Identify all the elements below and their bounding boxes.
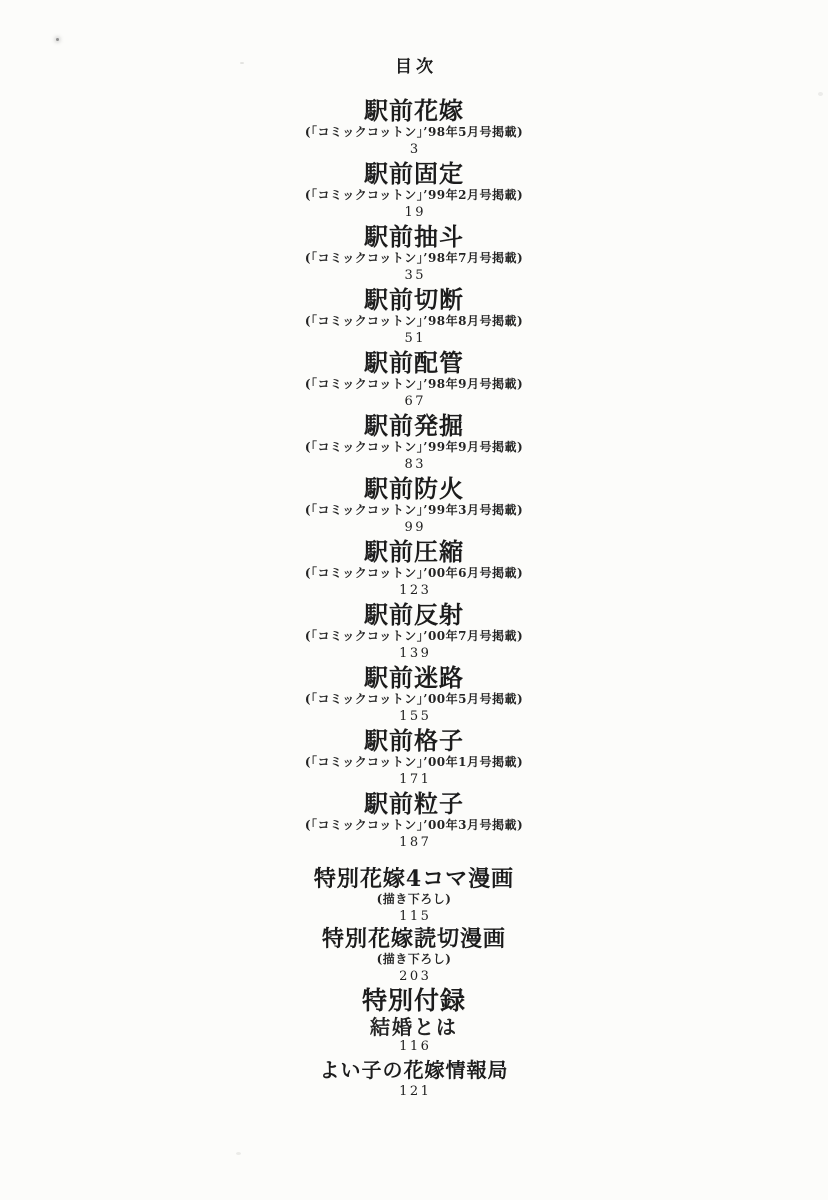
entry-page-number: 155 [399, 709, 432, 724]
entry-source-note: (「コミックコットン」’98年9月号掲載) [304, 377, 524, 391]
entry-source-note: (「コミックコットン」’00年6月号掲載) [304, 566, 524, 580]
toc-entry [0, 926, 828, 984]
entry-page-number: 139 [399, 646, 432, 661]
toc-entry [0, 986, 828, 1054]
entry-title: 駅前防火 [364, 474, 464, 503]
entry-page-number: 187 [399, 835, 432, 850]
entry-title: 特別花嫁読切漫画 [321, 926, 506, 952]
entry-page-number: 19 [404, 205, 427, 220]
entry-title: 駅前格子 [364, 726, 464, 755]
entry-title: 駅前圧縮 [364, 537, 464, 566]
entry-title: 駅前迷路 [364, 663, 464, 692]
toc-entry [0, 97, 828, 157]
entry-page-number: 171 [399, 772, 432, 787]
toc-entry [0, 286, 828, 346]
toc-entry [0, 1058, 828, 1099]
toc-entry-list [0, 97, 828, 1099]
entry-subtitle: 結婚とは [370, 1015, 458, 1039]
scan-speck [818, 92, 823, 96]
entry-title: 特別花嫁4コマ漫画 [313, 866, 515, 892]
entry-source-note: (「コミックコットン」’98年5月号掲載) [304, 125, 524, 139]
entry-page-number: 115 [399, 909, 432, 924]
entry-source-note: (「コミックコットン」’98年7月号掲載) [304, 251, 524, 265]
entry-source-note: (「コミックコットン」’00年7月号掲載) [304, 629, 524, 643]
entry-page-number: 116 [399, 1039, 432, 1054]
entry-page-number: 123 [399, 583, 432, 598]
entry-title: 駅前切断 [364, 285, 464, 314]
toc-entry [0, 727, 828, 787]
entry-page-number: 121 [399, 1084, 432, 1099]
entry-title: 駅前花嫁 [364, 96, 464, 125]
entry-title: 駅前粒子 [364, 789, 464, 818]
entry-source-note: (「コミックコットン」’98年8月号掲載) [304, 314, 524, 328]
entry-source-note: (「コミックコットン」’00年1月号掲載) [304, 755, 524, 769]
entry-source-note: (「コミックコットン」’99年9月号掲載) [304, 440, 524, 454]
entry-page-number: 51 [404, 331, 427, 346]
toc-entry [0, 349, 828, 409]
entry-source-note: (「コミックコットン」’00年3月号掲載) [304, 818, 524, 832]
entry-title: よい子の花嫁情報局 [319, 1058, 509, 1082]
scan-speck [240, 62, 244, 64]
entry-source-note: (「コミックコットン」’99年2月号掲載) [304, 188, 524, 202]
entry-source-note: (描き下ろし) [376, 892, 452, 906]
toc-entry [0, 475, 828, 535]
entry-page-number: 67 [404, 394, 427, 409]
entry-title: 駅前固定 [364, 159, 464, 188]
entry-page-number: 35 [404, 268, 427, 283]
entry-source-note: (「コミックコットン」’99年3月号掲載) [304, 503, 524, 517]
toc-entry [0, 223, 828, 283]
entry-page-number: 83 [404, 457, 427, 472]
toc-entry [0, 664, 828, 724]
entry-page-number: 99 [404, 520, 427, 535]
toc-entry [0, 790, 828, 850]
entry-page-number: 203 [399, 969, 432, 984]
entry-source-note: (描き下ろし) [376, 952, 452, 966]
toc-entry [0, 538, 828, 598]
page-title: 目次 [395, 57, 437, 77]
toc-entry [0, 866, 828, 924]
entry-title: 駅前配管 [364, 348, 464, 377]
entry-source-note: (「コミックコットン」’00年5月号掲載) [304, 692, 524, 706]
toc-entry [0, 160, 828, 220]
entry-title: 駅前発掘 [364, 411, 464, 440]
scan-speck [236, 1152, 241, 1155]
toc-entry [0, 412, 828, 472]
entry-page-number: 3 [409, 142, 421, 157]
toc-entry [0, 601, 828, 661]
entry-title: 駅前抽斗 [364, 222, 464, 251]
entry-title: 特別付録 [361, 986, 466, 1015]
scan-speck [56, 38, 59, 41]
entry-title: 駅前反射 [364, 600, 464, 629]
